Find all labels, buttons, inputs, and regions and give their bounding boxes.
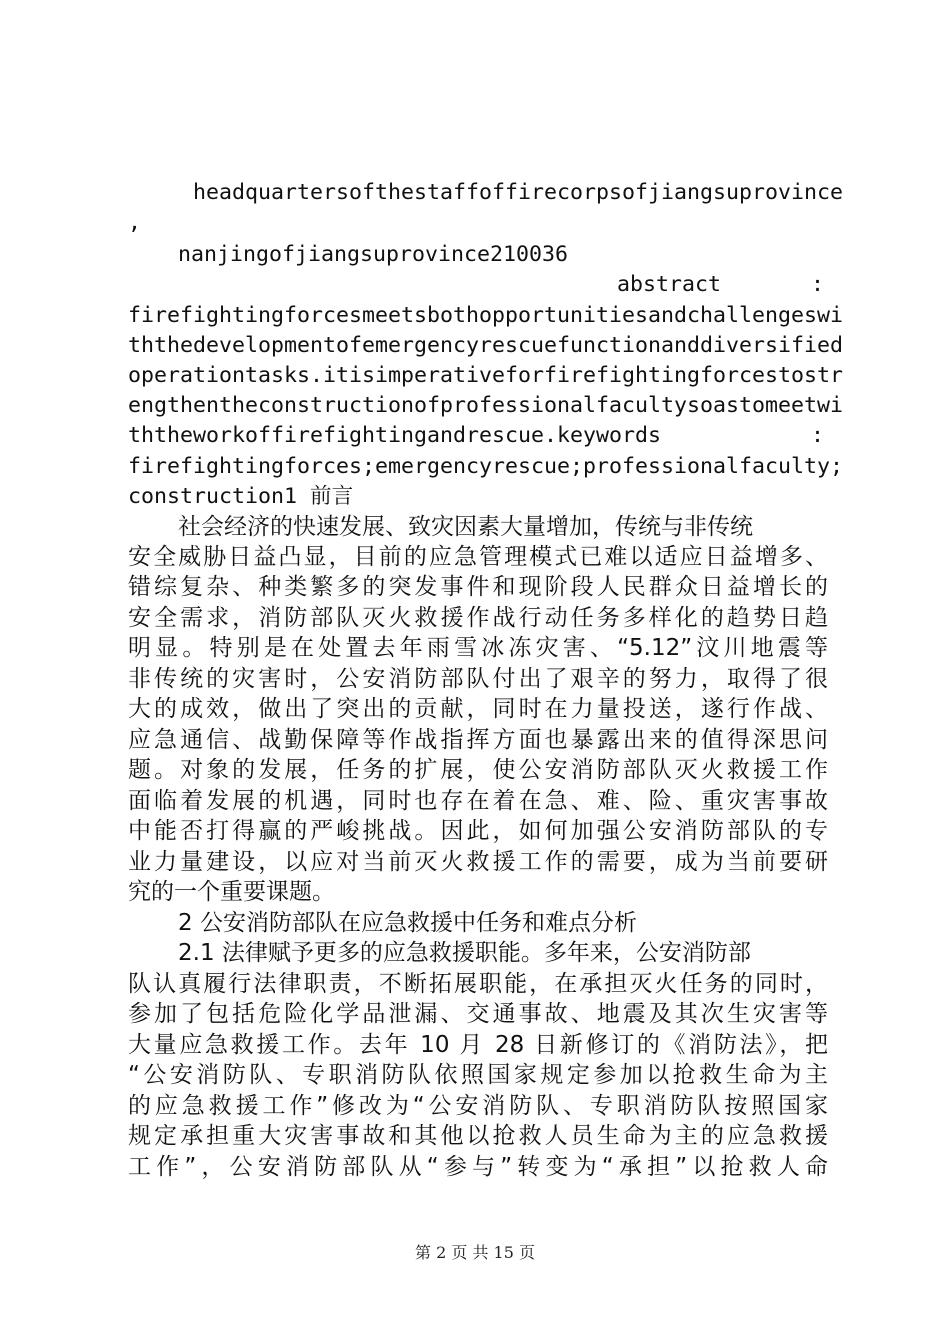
section-1-heading-line: construction1 前言	[128, 484, 354, 509]
body-text-line: 题。对象的发展，任务的扩展，使公安消防部队灭火救援工作	[128, 757, 828, 783]
body-text-line: 参加了包括危险化学品泄漏、交通事故、地震及其次生灾害等	[128, 1001, 828, 1027]
body-text-line: 应急通信、战勤保障等作战指挥方面也暴露出来的值得深思问	[128, 727, 828, 753]
page-footer: 第 2 页 共 15 页	[415, 1243, 535, 1262]
body-text-line: “公安消防队、专职消防队依照国家规定参加以抢救生命为主	[128, 1062, 828, 1088]
body-text-line: 安全威胁日益凸显，目前的应急管理模式已难以适应日益增多、	[128, 544, 828, 570]
abstract-text-line: operationtasks.itisimperativeforfirefightingforcestostr	[128, 363, 844, 388]
body-text-line: 的应急救援工作”修改为“公安消防队、专职消防队按照国家	[128, 1093, 828, 1119]
body-text-line: 工作”，公安消防部队从“参与”转变为“承担”以抢救人命	[128, 1154, 828, 1180]
body-text-line: 面临着发展的机遇，同时也存在着在急、难、险、重灾害事故	[128, 788, 828, 814]
abstract-text-line: engthentheconstructionofprofessionalfacultysoastomeetwi	[128, 393, 844, 418]
abstract-text-line: firefightingforcesmeetsbothopportunitiesandchallengeswi	[128, 303, 844, 328]
body-text-line: 安全需求，消防部队灭火救援作战行动任务多样化的趋势日趋	[128, 605, 828, 631]
body-text-line: 明显。特别是在处置去年雨雪冰冻灾害、“5.12”汶川地震等	[128, 635, 828, 661]
body-text-line: 队认真履行法律职责，不断拓展职能，在承担灭火任务的同时，	[128, 971, 828, 997]
abstract-label: abstract	[617, 272, 722, 297]
body-text-line: 2.1 法律赋予更多的应急救援职能。多年来，公安消防部	[178, 940, 751, 966]
body-text-line: 社会经济的快速发展、致灾因素大量增加，传统与非传统	[178, 514, 753, 540]
abstract-text-line: ththedevelopmentofemergencyrescuefunctionanddiversified	[128, 333, 844, 358]
section-2-heading: 2 公安消防部队在应急救援中任务和难点分析	[178, 910, 637, 936]
body-text-line: 规定承担重大灾害事故和其他以抢救人员生命为主的应急救援	[128, 1123, 828, 1149]
body-text-line: 究的一个重要课题。	[128, 879, 335, 905]
body-text-line: 大量应急救援工作。去年 10 月 28 日新修订的《消防法》，把	[128, 1032, 828, 1058]
keywords-colon: :	[811, 423, 825, 448]
comma-line: ,	[128, 210, 142, 235]
body-text-line: 错综复杂、种类繁多的突发事件和现阶段人民群众日益增长的	[128, 574, 828, 600]
keywords-line: ththeworkoffirefightingandrescue.keywords	[128, 423, 662, 448]
abstract-colon: :	[811, 272, 825, 297]
body-text-line: 业力量建设，以应对当前灭火救援工作的需要，成为当前要研	[128, 849, 828, 875]
affiliation-city-line: nanjingofjiangsuprovince210036	[178, 242, 569, 267]
body-text-line: 中能否打得赢的严峻挑战。因此，如何加强公安消防部队的专	[128, 818, 828, 844]
body-text-line: 非传统的灾害时，公安消防部队付出了艰辛的努力，取得了很	[128, 666, 828, 692]
body-text-line: 大的成效，做出了突出的贡献，同时在力量投送，遂行作战、	[128, 696, 828, 722]
keywords-text-line: firefightingforces;emergencyrescue;professionalfaculty;	[128, 454, 844, 479]
affiliation-line: headquartersofthestaffoffirecorpsofjiangsuprovince	[193, 180, 844, 205]
